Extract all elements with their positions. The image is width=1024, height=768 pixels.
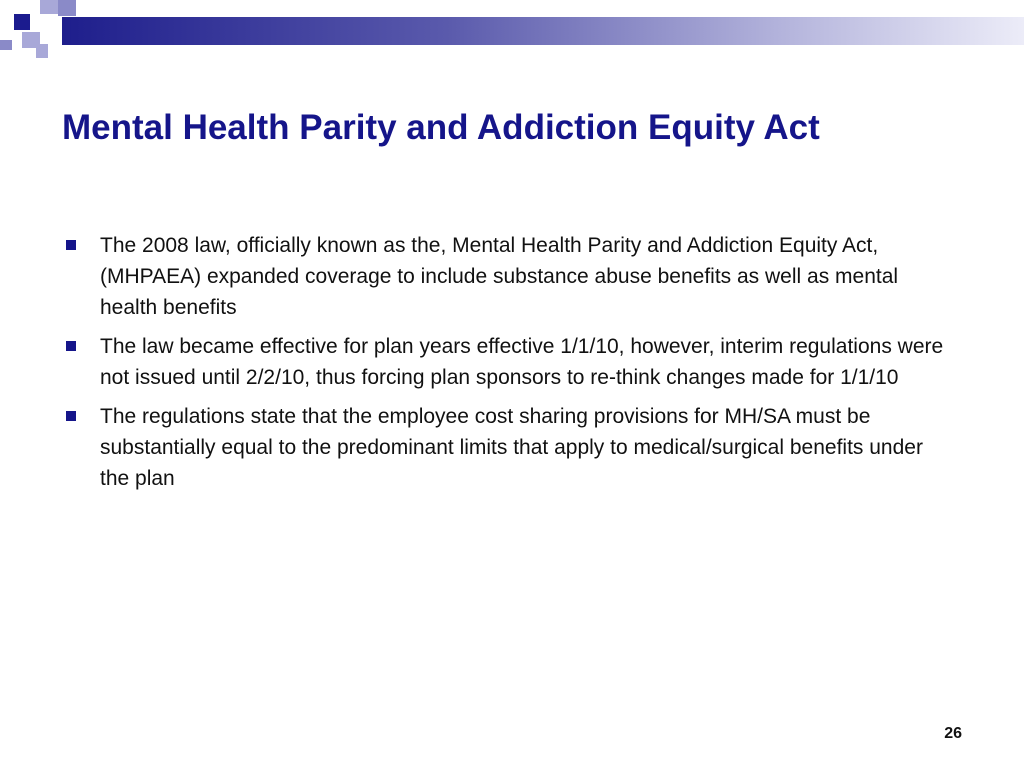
corner-square-5: [36, 44, 48, 58]
corner-square-6: [0, 40, 12, 50]
header-gradient-band: [62, 17, 1024, 45]
bullet-text-1: The 2008 law, officially known as the, Mental Health Parity and Addiction Equity Act, (MHPAEA) expanded coverage to include substance abuse benefits as well as mental health benefits: [100, 234, 899, 319]
square-bullet-icon: [66, 411, 76, 421]
bullet-item-2: [62, 331, 952, 393]
bullet-item-1: [62, 230, 952, 323]
square-bullet-icon: [66, 341, 76, 351]
corner-square-4: [58, 0, 76, 16]
slide-title: Mental Health Parity and Addiction Equity Act: [62, 108, 820, 147]
bullet-text-2: The law became effective for plan years effective 1/1/10, however, interim regulations were not issued until 2/2/10, thus forcing plan sponsors to re-think changes made for 1/1/10: [100, 335, 944, 389]
bullet-list: [62, 230, 952, 502]
bullet-text-3: The regulations state that the employee cost sharing provisions for MH/SA must be substantially equal to the predominant limits that apply to medical/surgical benefits under the plan: [100, 405, 923, 490]
bullet-item-3: [62, 401, 952, 494]
page-number: 26: [944, 725, 962, 742]
square-bullet-icon: [66, 240, 76, 250]
corner-square-1: [14, 14, 30, 30]
corner-square-2: [40, 0, 58, 14]
